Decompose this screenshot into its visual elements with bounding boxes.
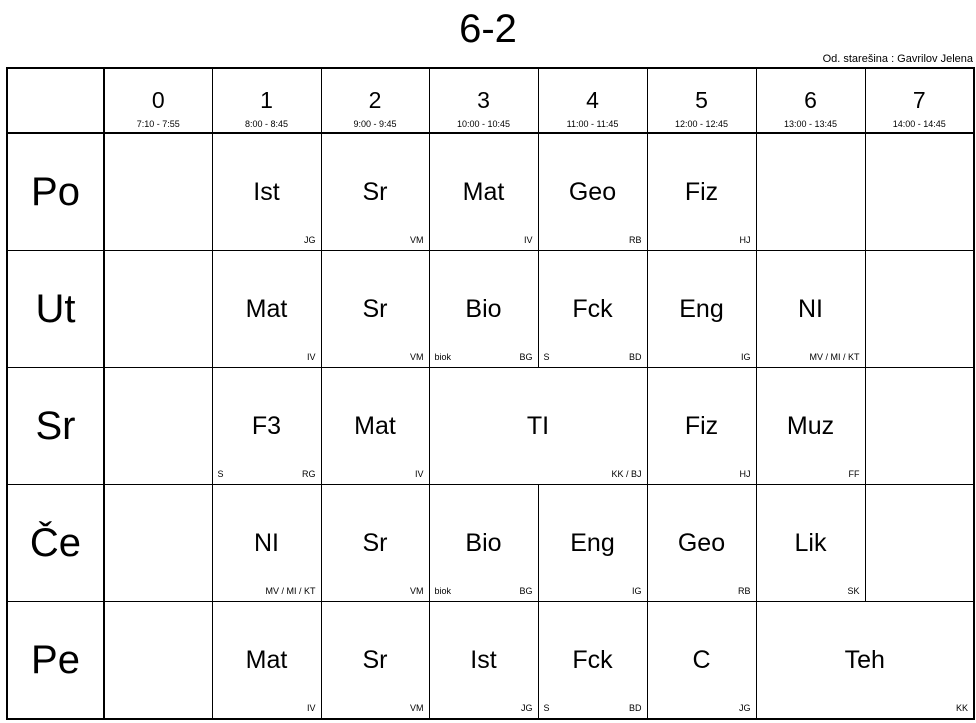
lesson-cell bbox=[212, 251, 321, 368]
teacher-initials: JG bbox=[520, 703, 533, 713]
subject-name: Mat bbox=[245, 646, 288, 674]
period-time: 11:00 - 11:45 bbox=[566, 119, 619, 129]
homeroom-teacher: Od. starešina : Gavrilov Jelena bbox=[822, 53, 973, 65]
lesson-cell bbox=[212, 368, 321, 485]
subject-name: NI bbox=[798, 295, 823, 323]
lesson-cell bbox=[321, 133, 429, 251]
day-name: Pe bbox=[31, 638, 80, 682]
teacher-initials: JG bbox=[738, 703, 751, 713]
teacher-initials: JG bbox=[303, 235, 316, 245]
day-name: Sr bbox=[35, 404, 76, 448]
header-corner bbox=[7, 68, 104, 133]
lesson-cell bbox=[865, 368, 974, 485]
room-code: S bbox=[217, 469, 224, 479]
subject-name: Fiz bbox=[684, 412, 719, 440]
day-label-cell bbox=[7, 133, 104, 251]
lesson-cell bbox=[538, 485, 647, 602]
teacher-initials: IG bbox=[631, 586, 642, 596]
subject-name: Lik bbox=[794, 529, 827, 557]
subject-name: Mat bbox=[354, 412, 396, 440]
subject-name: Muz bbox=[786, 412, 835, 440]
period-header-5 bbox=[647, 68, 756, 133]
subject-name: Eng bbox=[570, 529, 615, 557]
subject-name: Sr bbox=[362, 646, 388, 674]
lesson-cell bbox=[865, 251, 974, 368]
subject-name: Ist bbox=[253, 178, 280, 206]
teacher-initials: IV bbox=[414, 469, 424, 479]
lesson-cell bbox=[321, 485, 429, 602]
lesson-cell bbox=[321, 602, 429, 720]
period-header-6 bbox=[756, 68, 865, 133]
period-header-4 bbox=[538, 68, 647, 133]
period-time: 12:00 - 12:45 bbox=[674, 119, 729, 129]
subject-name: Sr bbox=[362, 178, 388, 206]
day-row bbox=[7, 602, 974, 720]
day-row bbox=[7, 485, 974, 602]
period-number: 6 bbox=[804, 87, 817, 113]
lesson-cell bbox=[756, 251, 865, 368]
lesson-cell bbox=[538, 133, 647, 251]
teacher-initials: VM bbox=[410, 352, 424, 362]
subject-name: Mat bbox=[462, 178, 505, 206]
subject-name: Mat bbox=[245, 295, 288, 323]
teacher-initials: VM bbox=[410, 235, 424, 245]
period-number: 5 bbox=[695, 87, 708, 113]
lesson-cell bbox=[429, 485, 538, 602]
subject-name: Fiz bbox=[684, 178, 719, 206]
period-header-3 bbox=[429, 68, 538, 133]
day-label-cell bbox=[7, 485, 104, 602]
lesson-cell bbox=[647, 368, 756, 485]
subject-name: TI bbox=[526, 412, 550, 440]
lesson-cell bbox=[429, 251, 538, 368]
subject-name: F3 bbox=[251, 412, 282, 440]
lesson-cell bbox=[429, 368, 647, 485]
subject-name: Fck bbox=[572, 646, 613, 674]
subject-name: Teh bbox=[844, 646, 885, 674]
period-time: 8:00 - 8:45 bbox=[244, 119, 289, 129]
lesson-cell bbox=[104, 368, 212, 485]
period-time: 7:10 - 7:55 bbox=[136, 119, 180, 129]
teacher-initials: MV / MI / KT bbox=[809, 352, 860, 362]
period-number: 7 bbox=[912, 87, 926, 113]
lesson-cell bbox=[104, 485, 212, 602]
period-header-7 bbox=[865, 68, 974, 133]
teacher-initials: IV bbox=[306, 703, 316, 713]
subject-name: Sr bbox=[362, 529, 388, 557]
period-header-0 bbox=[104, 68, 212, 133]
teacher-initials: HJ bbox=[739, 469, 751, 479]
day-row bbox=[7, 368, 974, 485]
subject-name: NI bbox=[254, 529, 279, 557]
teacher-initials: RB bbox=[737, 586, 751, 596]
period-time: 14:00 - 14:45 bbox=[892, 119, 946, 129]
period-time: 13:00 - 13:45 bbox=[783, 119, 838, 129]
lesson-cell bbox=[756, 133, 865, 251]
lesson-cell bbox=[865, 485, 974, 602]
lesson-cell bbox=[647, 251, 756, 368]
lesson-cell bbox=[212, 602, 321, 720]
day-row bbox=[7, 251, 974, 368]
lesson-cell bbox=[321, 368, 429, 485]
teacher-initials: VM bbox=[410, 586, 424, 596]
lesson-cell bbox=[647, 485, 756, 602]
teacher-initials: IV bbox=[523, 235, 533, 245]
teacher-initials: BD bbox=[628, 703, 642, 713]
subject-name: Geo bbox=[677, 529, 726, 557]
lesson-cell bbox=[104, 251, 212, 368]
room-code: S bbox=[543, 703, 550, 713]
lesson-cell bbox=[756, 602, 974, 720]
period-number: 2 bbox=[368, 87, 382, 113]
period-header-row bbox=[7, 68, 974, 133]
day-label-cell bbox=[7, 368, 104, 485]
lesson-cell bbox=[104, 602, 212, 720]
room-code: biok bbox=[434, 352, 452, 362]
class-title: 6-2 bbox=[459, 7, 517, 51]
subject-name: Fck bbox=[572, 295, 613, 323]
teacher-initials: RG bbox=[302, 469, 316, 479]
period-number: 1 bbox=[260, 87, 273, 113]
teacher-initials: VM bbox=[410, 703, 424, 713]
day-name: Po bbox=[31, 170, 80, 214]
period-number: 4 bbox=[586, 87, 599, 113]
lesson-cell bbox=[756, 368, 865, 485]
teacher-initials: HJ bbox=[739, 235, 751, 245]
lesson-cell bbox=[647, 602, 756, 720]
teacher-initials: KK bbox=[955, 703, 968, 713]
teacher-initials: BG bbox=[519, 352, 533, 362]
teacher-initials: IV bbox=[306, 352, 316, 362]
period-time: 10:00 - 10:45 bbox=[456, 119, 511, 129]
lesson-cell bbox=[865, 133, 974, 251]
subject-name: Geo bbox=[568, 178, 617, 206]
teacher-initials: BD bbox=[628, 352, 642, 362]
subject-name: Bio bbox=[465, 295, 502, 323]
lesson-cell bbox=[647, 133, 756, 251]
lesson-cell bbox=[429, 133, 538, 251]
room-code: S bbox=[543, 352, 550, 362]
lesson-cell bbox=[321, 251, 429, 368]
teacher-initials: BG bbox=[519, 586, 533, 596]
period-number: 0 bbox=[151, 87, 165, 113]
day-label-cell bbox=[7, 251, 104, 368]
room-code: biok bbox=[434, 586, 452, 596]
subject-name: Eng bbox=[679, 295, 724, 323]
subject-name: C bbox=[692, 646, 711, 674]
day-name: Ut bbox=[35, 287, 76, 331]
timetable bbox=[6, 67, 975, 720]
subject-name: Sr bbox=[362, 295, 388, 323]
period-number: 3 bbox=[477, 87, 490, 113]
teacher-initials: KK / BJ bbox=[611, 469, 642, 479]
lesson-cell bbox=[104, 133, 212, 251]
subject-name: Ist bbox=[470, 646, 497, 674]
lesson-cell bbox=[212, 485, 321, 602]
period-header-1 bbox=[212, 68, 321, 133]
teacher-initials: MV / MI / KT bbox=[265, 586, 316, 596]
teacher-initials: RB bbox=[628, 235, 642, 245]
lesson-cell bbox=[756, 485, 865, 602]
lesson-cell bbox=[212, 133, 321, 251]
day-label-cell bbox=[7, 602, 104, 720]
period-header-2 bbox=[321, 68, 429, 133]
teacher-initials: IG bbox=[740, 352, 751, 362]
lesson-cell bbox=[538, 251, 647, 368]
period-time: 9:00 - 9:45 bbox=[353, 119, 397, 129]
lesson-cell bbox=[429, 602, 538, 720]
day-row bbox=[7, 133, 974, 251]
subject-name: Bio bbox=[465, 529, 502, 557]
teacher-initials: FF bbox=[848, 469, 860, 479]
lesson-cell bbox=[538, 602, 647, 720]
teacher-initials: SK bbox=[847, 586, 860, 596]
day-name: Če bbox=[29, 521, 82, 565]
